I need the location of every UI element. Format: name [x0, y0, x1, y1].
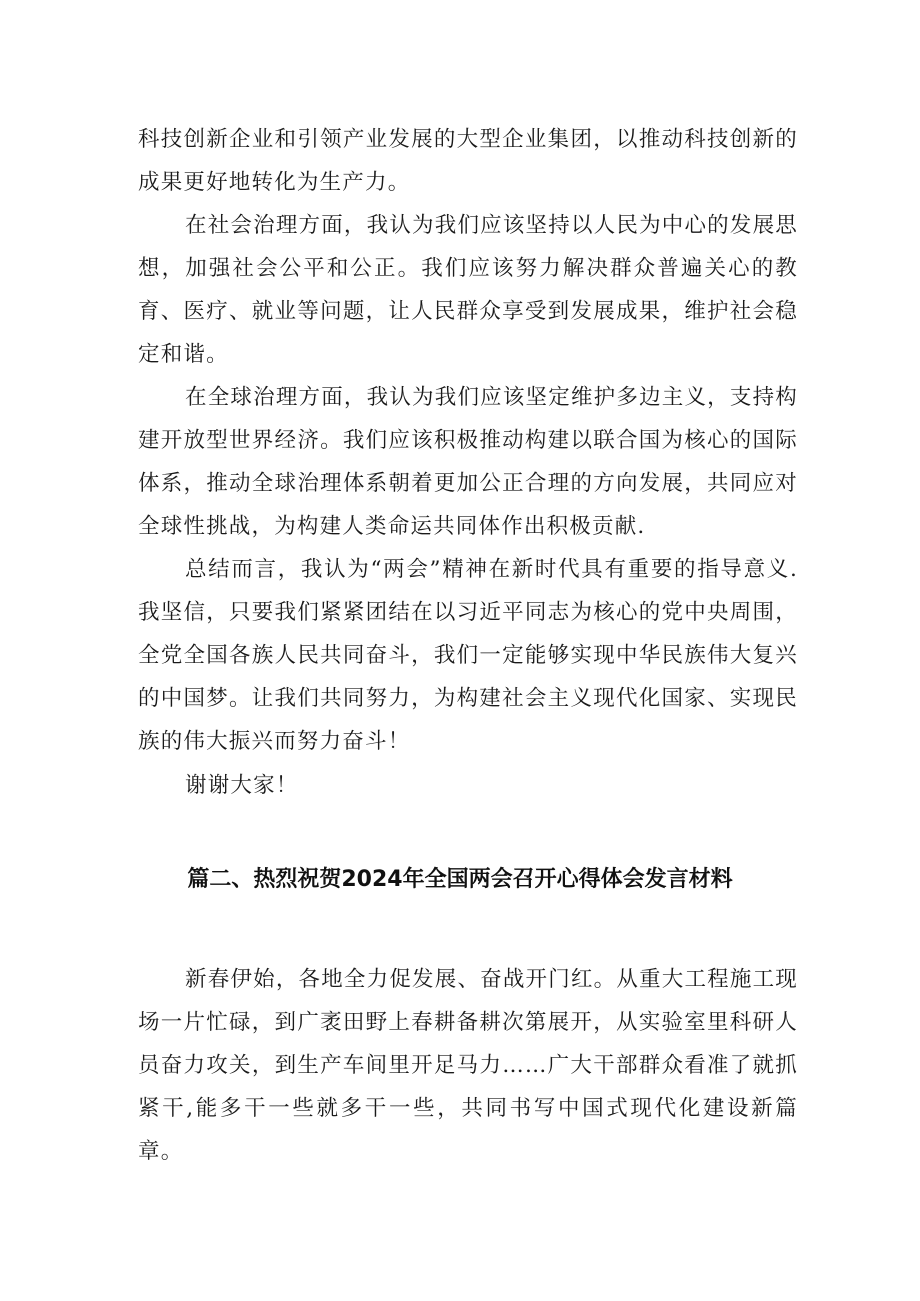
paragraph-tech-innovation: 科技创新企业和引领产业发展的大型企业集团，以推动科技创新的成果更好地转化为生产力。: [138, 127, 798, 195]
paragraph-global-governance: 在全球治理方面，我认为我们应该坚定维护多边主义，支持构建开放型世界经济。我们应该积极推动构建以联合国为核心的国际体系，推动全球治理体系朝着更加公正合理的方向发展，共同应对全球性挑战，为构建人类命运共同体作出积极贡献.: [138, 385, 798, 539]
paragraph-thanks: 谢谢大家！: [185, 773, 299, 798]
paragraph-new-spring: 新春伊始，各地全力促发展、奋战开门红。从重大工程施工现场一片忙碌，到广袤田野上春耕备耕次第展开，从实验室里科研人员奋力攻关，到生产车间里开足马力……广大干部群众看准了就抓紧干,能多干一些就多干一些，共同书写中国式现代化建设新篇章。: [138, 967, 798, 1164]
section-heading: 篇二、热烈祝贺2024年全国两会召开心得体会发言材料: [187, 867, 733, 892]
paragraph-conclusion: 总结而言，我认为“两会”精神在新时代具有重要的指导意义.我坚信，只要我们紧紧团结在以习近平同志为核心的党中央周围，全党全国各族人民共同奋斗，我们一定能够实现中华民族伟大复兴的中国梦。让我们共同努力，为构建社会主义现代化国家、实现民族的伟大振兴而努力奋斗！: [138, 557, 798, 754]
paragraph-social-governance: 在社会治理方面，我认为我们应该坚持以人民为中心的发展思想，加强社会公平和公正。我们应该努力解决群众普遍关心的教育、医疗、就业等问题，让人民群众享受到发展成果，维护社会稳定和谐。: [138, 213, 798, 367]
